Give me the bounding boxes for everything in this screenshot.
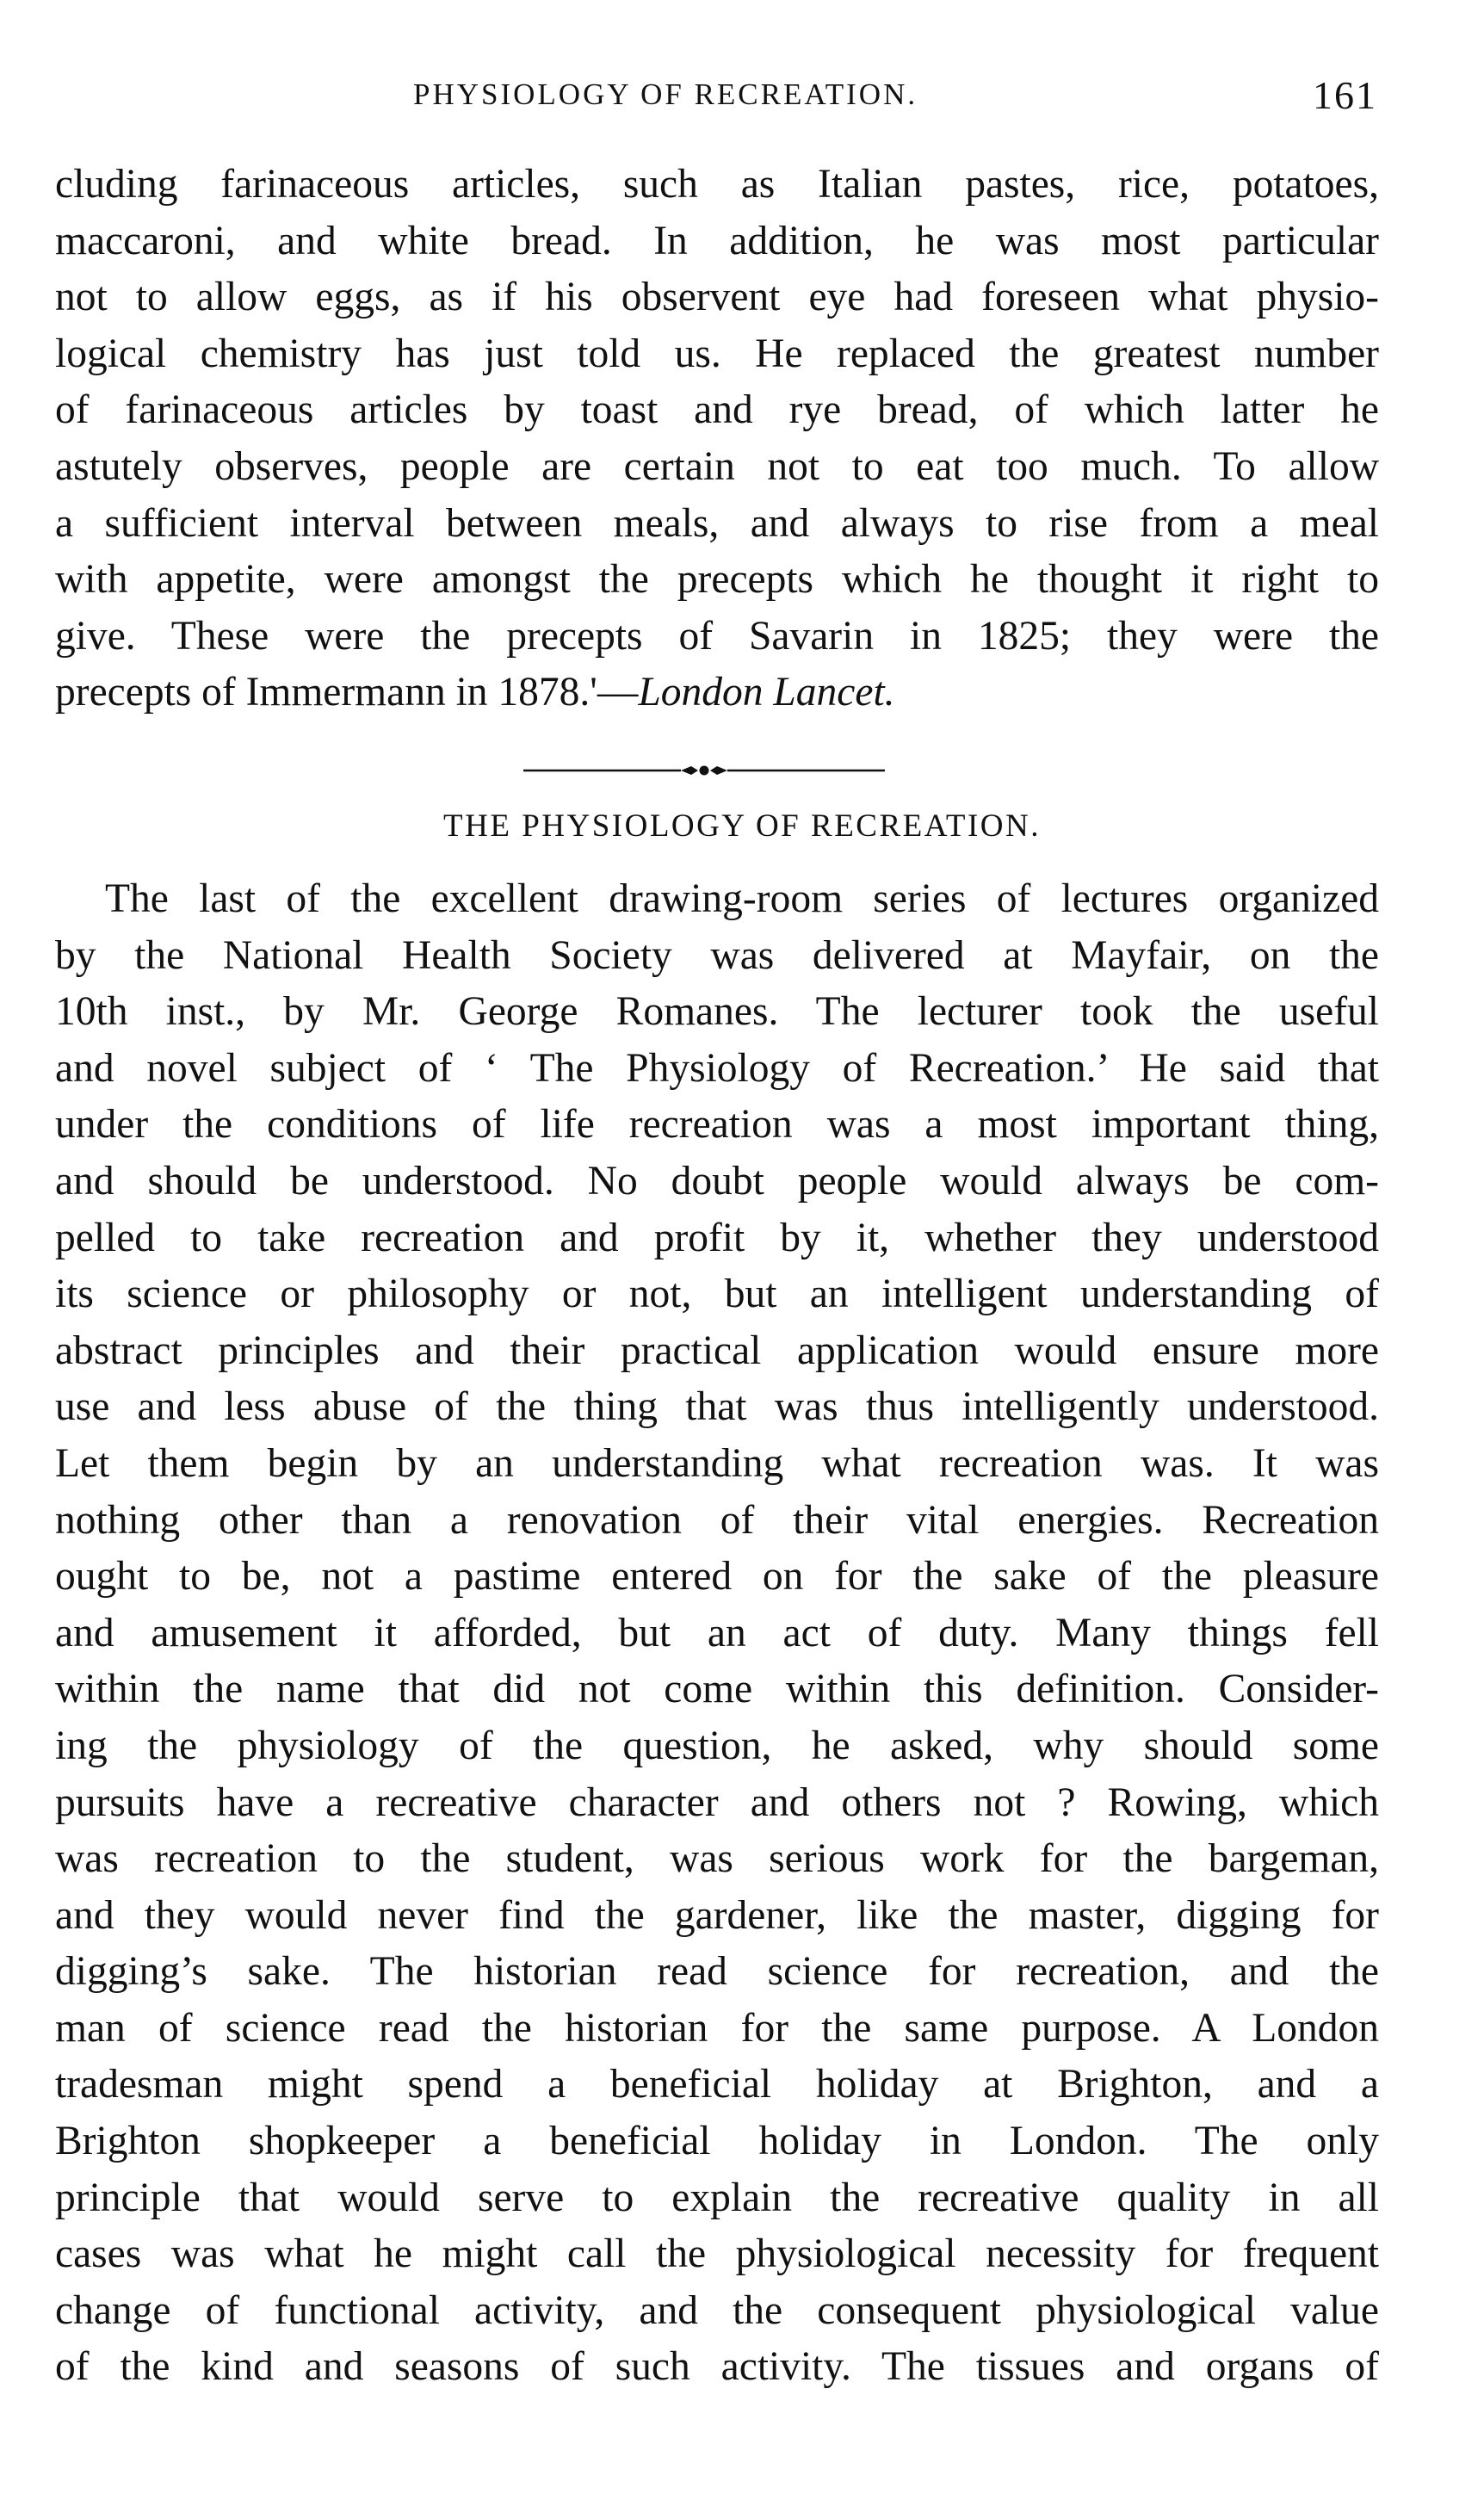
text-line: of farinaceous articles by toast and rye bread, of which latter he bbox=[55, 387, 1379, 433]
text-line: ought to be, not a pastime entered on for the sake of the pleasure bbox=[55, 1554, 1379, 1600]
text-line: 10th inst., by Mr. George Romanes. The lecturer took the useful bbox=[55, 989, 1379, 1035]
text-line: digging’s sake. The historian read science for recreation, and the bbox=[55, 1949, 1379, 1995]
text-line: and they would never find the gardener, like the master, digging for bbox=[55, 1892, 1379, 1938]
text-line: pelled to take recreation and profit by it, whether they understood bbox=[55, 1215, 1379, 1260]
text-line: by the National Health Society was delivered at Mayfair, on the bbox=[55, 932, 1379, 978]
text-line: logical chemistry has just told us. He replaced the greatest number bbox=[55, 331, 1379, 376]
section-divider-ornament bbox=[523, 760, 885, 781]
text-line-last bbox=[55, 665, 1379, 721]
text-line: within the name that did not come within this definition. Consider- bbox=[55, 1667, 1379, 1712]
text-line: astutely observes, people are certain not to eat too much. To allow bbox=[55, 443, 1379, 489]
quote-end-text: precepts of Immermann in 1878.'— bbox=[55, 670, 639, 715]
text-line: cases was what he might call the physiological necessity for frequent bbox=[55, 2231, 1379, 2277]
text-line: ing the physiology of the question, he asked, why should some bbox=[55, 1723, 1379, 1768]
text-line: Brighton shopkeeper a beneficial holiday in London. The only bbox=[55, 2119, 1379, 2164]
running-head bbox=[0, 73, 1484, 129]
text-line: The last of the excellent drawing-room series of lectures organized bbox=[105, 876, 1379, 921]
text-line: nothing other than a renovation of their vital energies. Recreation bbox=[55, 1497, 1379, 1543]
text-line: a sufficient interval between meals, and always to rise from a meal bbox=[55, 500, 1379, 546]
text-line: with appetite, were amongst the precepts which he thought it right to bbox=[55, 557, 1379, 603]
page-number: 161 bbox=[1313, 73, 1377, 117]
text-line: of the kind and seasons of such activity. The tissues and organs of bbox=[55, 2344, 1379, 2390]
text-line: its science or philosophy or not, but an intelligent understanding of bbox=[55, 1272, 1379, 1317]
text-line: not to allow eggs, as if his observent eye had foreseen what physio- bbox=[55, 275, 1379, 320]
section-heading: THE PHYSIOLOGY OF RECREATION. bbox=[443, 808, 1041, 844]
text-line: under the conditions of life recreation was a most important thing, bbox=[55, 1102, 1379, 1148]
text-line: change of functional activity, and the consequent physiological value bbox=[55, 2287, 1379, 2333]
text-line: tradesman might spend a beneficial holiday at Brighton, and a bbox=[55, 2062, 1379, 2107]
text-line: and amusement it afforded, but an act of duty. Many things fell bbox=[55, 1610, 1379, 1655]
text-line: and novel subject of ‘ The Physiology of Recreation.’ He said that bbox=[55, 1045, 1379, 1091]
text-line: Let them begin by an understanding what recreation was. It was bbox=[55, 1440, 1379, 1486]
source-citation: London Lancet. bbox=[638, 670, 895, 715]
text-line: pursuits have a recreative character and others not ? Rowing, which bbox=[55, 1779, 1379, 1825]
text-line: abstract principles and their practical application would ensure more bbox=[55, 1327, 1379, 1373]
continuation-paragraph bbox=[55, 157, 1379, 721]
text-line: give. These were the precepts of Savarin in 1825; they were the bbox=[55, 613, 1379, 659]
text-line: man of science read the historian for the same purpose. A London bbox=[55, 2005, 1379, 2051]
running-title: PHYSIOLOGY OF RECREATION. bbox=[413, 77, 918, 111]
text-line: was recreation to the student, was serious work for the bargeman, bbox=[55, 1836, 1379, 1882]
text-line: principle that would serve to explain the recreative quality in all bbox=[55, 2175, 1379, 2220]
text-line: cluding farinaceous articles, such as Italian pastes, rice, potatoes, bbox=[55, 162, 1379, 207]
text-line: use and less abuse of the thing that was thus intelligently understood. bbox=[55, 1384, 1379, 1430]
section-paragraph bbox=[55, 871, 1379, 2396]
text-line: maccaroni, and white bread. In addition, he was most particular bbox=[55, 218, 1379, 263]
text-line: and should be understood. No doubt people would always be com- bbox=[55, 1158, 1379, 1204]
